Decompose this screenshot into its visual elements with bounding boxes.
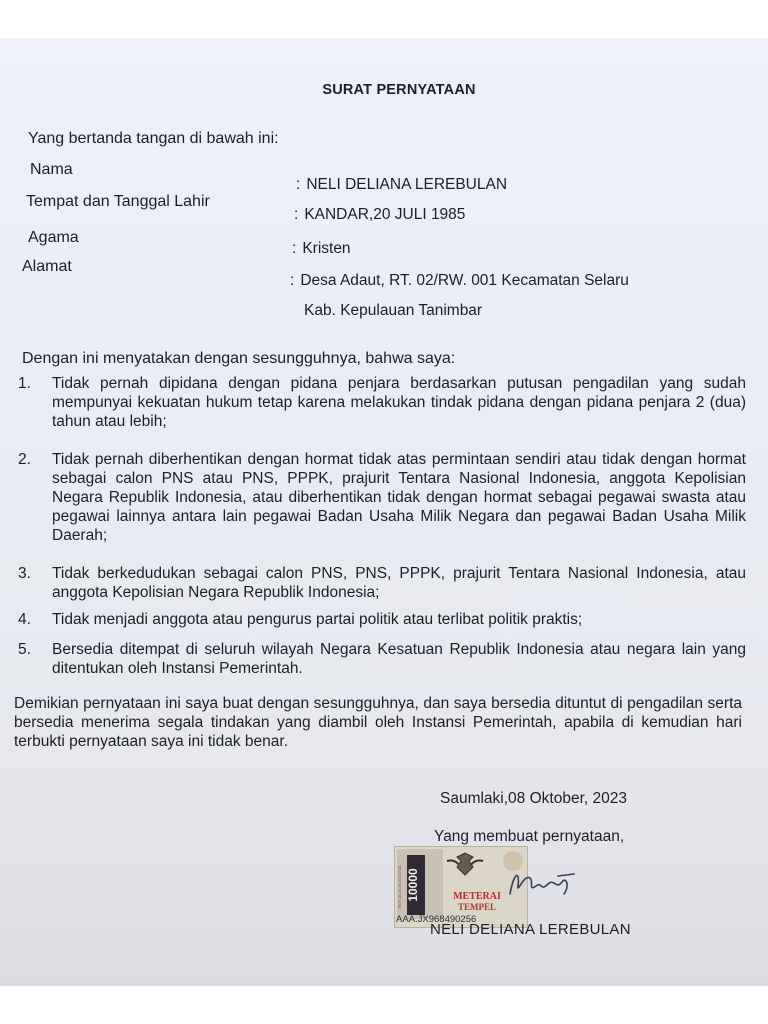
document-page	[0, 38, 768, 986]
field-value-name: : NELI DELIANA LEREBULAN	[296, 176, 508, 193]
signer-name: NELI DELIANA LEREBULAN	[430, 921, 631, 938]
closing-paragraph: Demikian pernyataan ini saya buat dengan sesungguhnya, dan saya bersedia dituntut di pengadilan serta bersedia menerima segala tindakan yang diambil oleh Instansi Pemerintah, apabila di kemudian hari terbukti pernyataan saya ini tidak benar.	[14, 695, 742, 750]
field-value-religion: : Kristen	[292, 240, 351, 257]
place-date: Saumlaki,08 Oktober, 2023	[440, 790, 627, 807]
handwritten-signature	[504, 864, 584, 904]
statement-text: Bersedia ditempat di seluruh wilayah Negara Kesatuan Republik Indonesia atau negara lain yang ditentukan oleh Instansi Pemerintah.	[52, 641, 746, 677]
stamp-serial: AAA.JX968490256	[396, 914, 477, 925]
field-value-birth: : KANDAR,20 JULI 1985	[294, 206, 466, 223]
statement-text: Tidak pernah dipidana dengan pidana penjara berdasarkan putusan pengadilan yang sudah mempunyai kekuatan hukum tetap karena melakukan tindak pidana dengan pidana penjara 2 (dua) tahun atau lebih;	[52, 375, 746, 430]
statement-item	[14, 564, 746, 602]
statement-text: Tidak menjadi anggota atau pengurus partai politik atau terlibat politik praktis;	[52, 611, 583, 628]
statement-item	[14, 640, 746, 678]
stamp-label-line1: METERAI	[453, 891, 501, 902]
stamp-value-text: 10000	[406, 868, 420, 902]
statement-number: 4.	[18, 611, 31, 628]
statement-number: 3.	[18, 565, 31, 582]
statement-number: 1.	[18, 375, 31, 392]
statement-item	[14, 450, 746, 545]
statement-item	[14, 610, 746, 629]
field-label-birth: Tempat dan Tanggal Lahir	[26, 193, 210, 210]
statement-text: Tidak pernah diberhentikan dengan hormat tidak atas permintaan sendiri atau tidak dengan hormat sebagai calon PNS atau PNS, PPPK, prajurit Tentara Nasional Indonesia, anggota Kepolisian Negara Republik Indonesia, atau diberhentikan tidak dengan hormat sebagai pegawai swasta atau pegawai lainnya antara lain pegawai Badan Usaha Milik Negara dan pegawai Badan Usaha Milik Daerah;	[52, 451, 746, 544]
statement-number: 5.	[18, 641, 31, 658]
stamp-side-text: REPUBLIK INDONESIA	[397, 865, 402, 909]
statement-number: 2.	[18, 451, 31, 468]
field-label-name: Nama	[30, 161, 73, 178]
field-label-religion: Agama	[28, 229, 79, 246]
field-value-address-line2: Kab. Kepulauan Tanimbar	[304, 302, 483, 319]
intro-text: Yang bertanda tangan di bawah ini:	[28, 130, 279, 147]
stamp-label-line2: TEMPEL	[457, 902, 497, 912]
statement-text: Tidak berkedudukan sebagai calon PNS, PNS, PPPK, prajurit Tentara Nasional Indonesia, atau anggota Kepolisian Negara Republik Indonesia;	[52, 565, 746, 601]
field-value-address: : Desa Adaut, RT. 02/RW. 001 Kecamatan Selaru	[290, 272, 629, 289]
field-label-address: Alamat	[22, 258, 72, 275]
statement-item	[14, 374, 746, 431]
declaration-text: Dengan ini menyatakan dengan sesungguhnya, bahwa saya:	[22, 350, 456, 367]
document-title: SURAT PERNYATAAN	[322, 82, 476, 98]
maker-label: Yang membuat pernyataan,	[434, 828, 625, 845]
